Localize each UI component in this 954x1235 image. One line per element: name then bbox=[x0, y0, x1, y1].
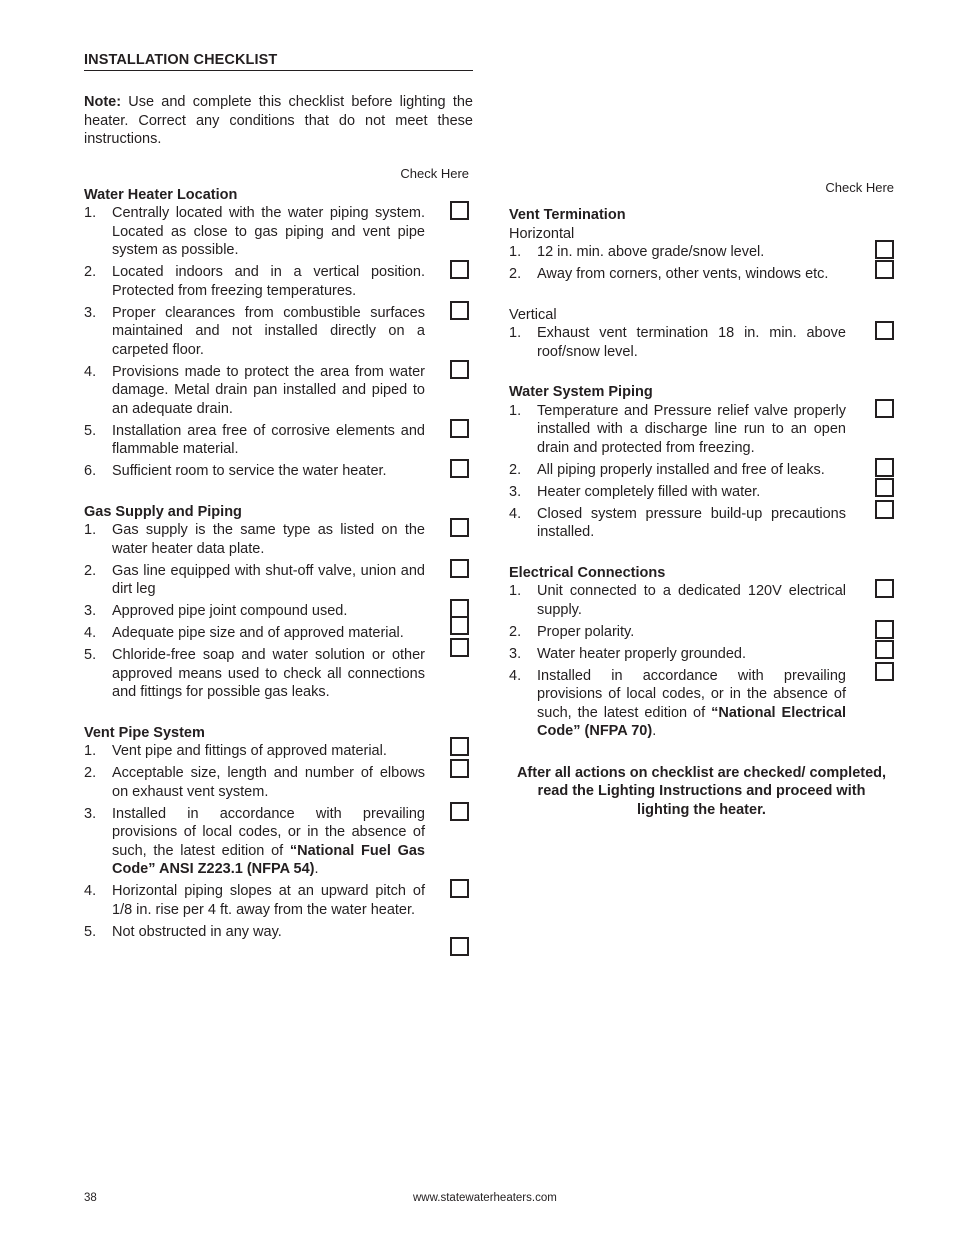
checklist-item bbox=[84, 204, 473, 260]
checklist-item bbox=[509, 324, 894, 361]
item-text: Horizontal piping slopes at an upward pitch of 1/8 in. rise per 4 ft. away from the water heater. bbox=[112, 883, 425, 918]
checkbox[interactable] bbox=[875, 579, 894, 598]
right-column bbox=[509, 180, 894, 819]
checkbox[interactable] bbox=[450, 360, 469, 379]
item-text: Sufficient room to service the water heater. bbox=[112, 463, 387, 479]
item-number: 2. bbox=[509, 623, 522, 640]
checklist-item bbox=[84, 646, 473, 702]
check-here-header: Check Here bbox=[825, 180, 894, 195]
checkbox[interactable] bbox=[875, 321, 894, 340]
checklist-item bbox=[84, 923, 473, 942]
item-text: Closed system pressure build-up precautions installed. bbox=[537, 505, 846, 540]
item-text: Adequate pipe size and of approved material. bbox=[112, 625, 404, 641]
page-number: 38 bbox=[84, 1192, 97, 1204]
checkbox[interactable] bbox=[875, 640, 894, 659]
section-title: Water System Piping bbox=[509, 384, 653, 400]
section-title: Gas Supply and Piping bbox=[84, 503, 242, 520]
item-number: 3. bbox=[84, 603, 97, 619]
item-number: 1. bbox=[84, 743, 97, 759]
item-number: 1. bbox=[509, 244, 522, 260]
note-label: Note: bbox=[84, 94, 122, 110]
checkbox[interactable] bbox=[450, 879, 469, 898]
code-reference: “National Electrical Code” (NFPA 70) bbox=[537, 704, 847, 739]
code-reference: “National Fuel Gas Code” ANSI Z223.1 (NFPA 54) bbox=[112, 842, 425, 877]
checkbox[interactable] bbox=[875, 478, 894, 497]
checklist-item bbox=[509, 461, 894, 480]
item-text: Provisions made to protect the area from water damage. Metal drain pan installed and piped to an adequate drain. bbox=[112, 363, 425, 417]
item-number: 5. bbox=[84, 422, 97, 439]
item-text: Heater completely filled with water. bbox=[537, 483, 761, 500]
item-number: 4. bbox=[509, 667, 522, 684]
item-text: Installed in accordance with prevailing provisions of local codes, or in the absence of such, the latest edition of bbox=[112, 805, 425, 859]
item-number: 4. bbox=[509, 505, 522, 522]
checklist-item bbox=[509, 483, 894, 502]
checklist-item bbox=[509, 402, 894, 458]
footer-url: www.statewaterheaters.com bbox=[413, 1192, 557, 1204]
checklist-item bbox=[84, 462, 473, 481]
checklist-item bbox=[84, 562, 473, 599]
item-text: Vent pipe and fittings of approved material. bbox=[112, 743, 387, 759]
item-number: 2. bbox=[84, 264, 97, 280]
item-number: 3. bbox=[509, 645, 522, 662]
section-electrical-connections bbox=[509, 564, 894, 741]
item-text-end: . bbox=[314, 861, 319, 877]
item-text: Water heater properly grounded. bbox=[537, 645, 747, 662]
item-text: Not obstructed in any way. bbox=[112, 923, 282, 940]
item-text: Centrally located with the water piping system. Located as close to gas piping and vent pipe system as possible. bbox=[112, 205, 425, 258]
item-number: 1. bbox=[84, 522, 97, 538]
item-number: 5. bbox=[84, 647, 97, 663]
checkbox[interactable] bbox=[450, 759, 469, 778]
checklist-item bbox=[84, 304, 473, 360]
item-number: 2. bbox=[84, 765, 97, 781]
item-number: 2. bbox=[84, 562, 97, 579]
item-number: 4. bbox=[84, 883, 97, 899]
checkbox[interactable] bbox=[875, 458, 894, 477]
checklist-item bbox=[84, 602, 473, 621]
section-water-system-piping bbox=[509, 383, 894, 542]
item-text: Chloride-free soap and water solution or other approved means used to check all connections and fittings for possible gas leaks. bbox=[112, 647, 425, 700]
item-text: Exhaust vent termination 18 in. min. above roof/snow level. bbox=[537, 325, 846, 360]
note-paragraph bbox=[84, 93, 473, 149]
item-text: Unit connected to a dedicated 120V electrical supply. bbox=[537, 583, 846, 618]
item-number: 6. bbox=[84, 463, 97, 479]
item-text: 12 in. min. above grade/snow level. bbox=[537, 244, 765, 260]
item-text: Gas supply is the same type as listed on the water heater data plate. bbox=[112, 522, 425, 557]
section-title: Vent Pipe System bbox=[84, 724, 205, 741]
section-vent-termination bbox=[509, 206, 894, 361]
checkbox[interactable] bbox=[875, 500, 894, 519]
item-text: Approved pipe joint compound used. bbox=[112, 603, 348, 619]
checklist-item bbox=[84, 742, 473, 761]
item-number: 4. bbox=[84, 363, 97, 380]
checkbox[interactable] bbox=[450, 616, 469, 635]
checkbox[interactable] bbox=[450, 201, 469, 220]
item-number: 3. bbox=[509, 483, 522, 500]
item-number: 5. bbox=[84, 923, 97, 940]
item-text: Temperature and Pressure relief valve properly installed with a discharge line run to an open drain and protected from freezing. bbox=[537, 402, 846, 456]
page-title: INSTALLATION CHECKLIST bbox=[84, 52, 473, 71]
item-number: 4. bbox=[84, 625, 97, 641]
item-text: Gas line equipped with shut-off valve, union and dirt leg bbox=[112, 562, 425, 597]
subsection-horizontal: Horizontal bbox=[509, 225, 575, 242]
checkbox[interactable] bbox=[450, 301, 469, 320]
checkbox[interactable] bbox=[450, 518, 469, 537]
checklist-item bbox=[509, 505, 894, 542]
checkbox[interactable] bbox=[875, 662, 894, 681]
checkbox[interactable] bbox=[450, 737, 469, 756]
checkbox[interactable] bbox=[450, 937, 469, 956]
item-number: 1. bbox=[509, 325, 522, 341]
item-number: 3. bbox=[84, 304, 97, 321]
checklist-item bbox=[84, 805, 473, 879]
item-text: Installation area free of corrosive elements and flammable material. bbox=[112, 422, 425, 457]
section-gas-supply bbox=[84, 503, 473, 702]
checklist-item bbox=[509, 265, 894, 284]
checkbox[interactable] bbox=[875, 240, 894, 259]
item-text: Installed in accordance with prevailing provisions of local codes, or in the absence of such, the latest edition of bbox=[537, 667, 846, 721]
checklist-item bbox=[84, 363, 473, 419]
final-instruction: After all actions on checklist are checked/ completed, read the Lighting Instructions and proceed with lighting the heater. bbox=[516, 764, 887, 818]
checklist-item bbox=[509, 667, 894, 741]
item-number: 1. bbox=[84, 205, 97, 221]
checkbox[interactable] bbox=[450, 419, 469, 438]
checklist-item bbox=[509, 243, 894, 262]
item-text: Proper clearances from combustible surfaces maintained and not installed directly on a carpeted floor. bbox=[112, 304, 425, 358]
checklist-item bbox=[509, 645, 894, 664]
checklist-item bbox=[509, 623, 894, 642]
left-column bbox=[84, 52, 473, 945]
checklist-item bbox=[84, 521, 473, 558]
checklist-item bbox=[84, 764, 473, 801]
checklist-item bbox=[509, 582, 894, 619]
checkbox[interactable] bbox=[875, 399, 894, 418]
section-vent-pipe-system bbox=[84, 724, 473, 942]
item-text: All piping properly installed and free of leaks. bbox=[537, 461, 825, 478]
item-number: 3. bbox=[84, 805, 97, 822]
subsection-vertical: Vertical bbox=[509, 306, 557, 323]
item-number: 1. bbox=[509, 583, 522, 599]
section-title: Vent Termination bbox=[509, 207, 626, 223]
item-number: 2. bbox=[509, 266, 522, 282]
item-text: Away from corners, other vents, windows etc. bbox=[537, 266, 829, 282]
section-water-heater-location bbox=[84, 186, 473, 481]
item-number: 2. bbox=[509, 461, 522, 478]
checkbox[interactable] bbox=[450, 638, 469, 657]
checklist-item bbox=[84, 263, 473, 300]
item-text-end: . bbox=[652, 723, 657, 739]
checkbox[interactable] bbox=[450, 260, 469, 279]
check-here-header: Check Here bbox=[400, 165, 469, 181]
checklist-item bbox=[84, 882, 473, 919]
checklist-item bbox=[84, 422, 473, 459]
section-title: Water Heater Location bbox=[84, 186, 238, 203]
checkbox[interactable] bbox=[875, 620, 894, 639]
item-text: Proper polarity. bbox=[537, 623, 635, 640]
item-number: 1. bbox=[509, 402, 522, 419]
note-text: Use and complete this checklist before lighting the heater. Correct any conditions that do not meet these instructions. bbox=[84, 94, 473, 147]
checkbox[interactable] bbox=[875, 260, 894, 279]
checkbox[interactable] bbox=[450, 459, 469, 478]
item-text: Located indoors and in a vertical position. Protected from freezing temperatures. bbox=[112, 264, 425, 299]
section-title: Electrical Connections bbox=[509, 564, 666, 581]
item-text: Acceptable size, length and number of elbows on exhaust vent system. bbox=[112, 765, 425, 800]
checkbox[interactable] bbox=[450, 802, 469, 821]
checkbox[interactable] bbox=[450, 559, 469, 578]
checklist-item bbox=[84, 624, 473, 643]
